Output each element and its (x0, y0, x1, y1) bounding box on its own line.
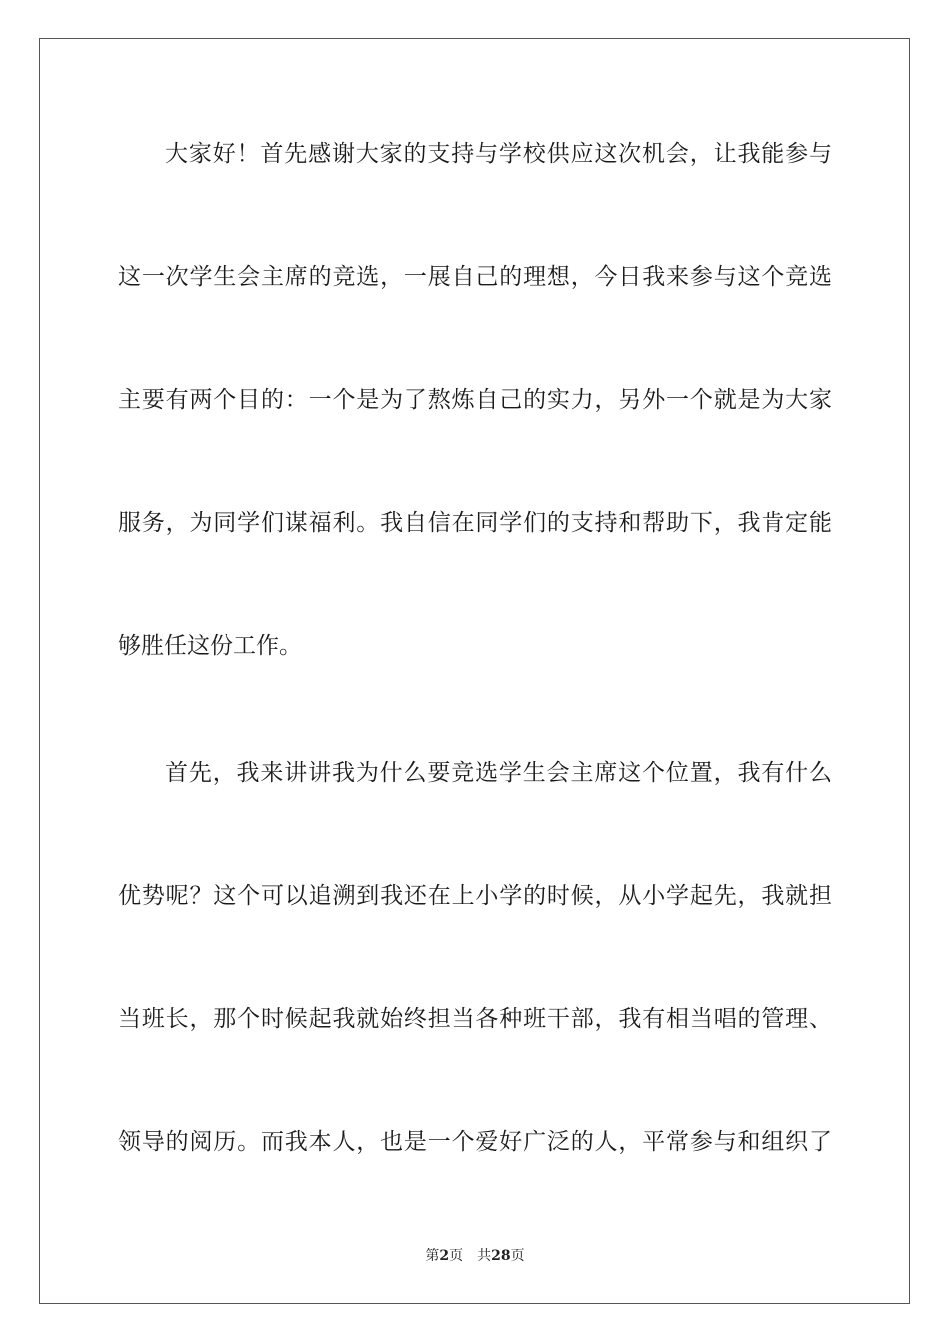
paragraph-1-line-3: 主要有两个目的：一个是为了熬炼自己的实力，另外一个就是为大家 (118, 387, 832, 413)
paragraph-1-line-2: 这一次学生会主席的竞选，一展自己的理想，今日我来参与这个竞选 (118, 264, 832, 290)
paragraph-2-line-2: 优势呢？这个可以追溯到我还在上小学的时候，从小学起先，我就担 (118, 883, 832, 909)
page-border (39, 38, 910, 1304)
footer-page-prefix: 第 (425, 1248, 440, 1264)
footer-page-suffix: 页 (449, 1248, 464, 1264)
paragraph-2-line-4: 领导的阅历。而我本人，也是一个爱好广泛的人，平常参与和组织了 (118, 1129, 832, 1155)
paragraph-1-line-5: 够胜任这份工作。 (118, 633, 302, 659)
paragraph-1-line-1: 大家好！首先感谢大家的支持与学校供应这次机会，让我能参与 (165, 141, 832, 167)
footer-total-pages: 28 (491, 1248, 511, 1264)
footer-page-number: 2 (439, 1248, 450, 1264)
page-footer (0, 1246, 950, 1266)
paragraph-2-line-1: 首先，我来讲讲我为什么要竞选学生会主席这个位置，我有什么 (165, 760, 832, 786)
footer-total-prefix: 共 (477, 1248, 492, 1264)
paragraph-2-line-3: 当班长，那个时候起我就始终担当各种班干部，我有相当唱的管理、 (118, 1006, 832, 1032)
footer-total-suffix: 页 (510, 1248, 525, 1264)
paragraph-1-line-4: 服务，为同学们谋福利。我自信在同学们的支持和帮助下，我肯定能 (118, 510, 832, 536)
